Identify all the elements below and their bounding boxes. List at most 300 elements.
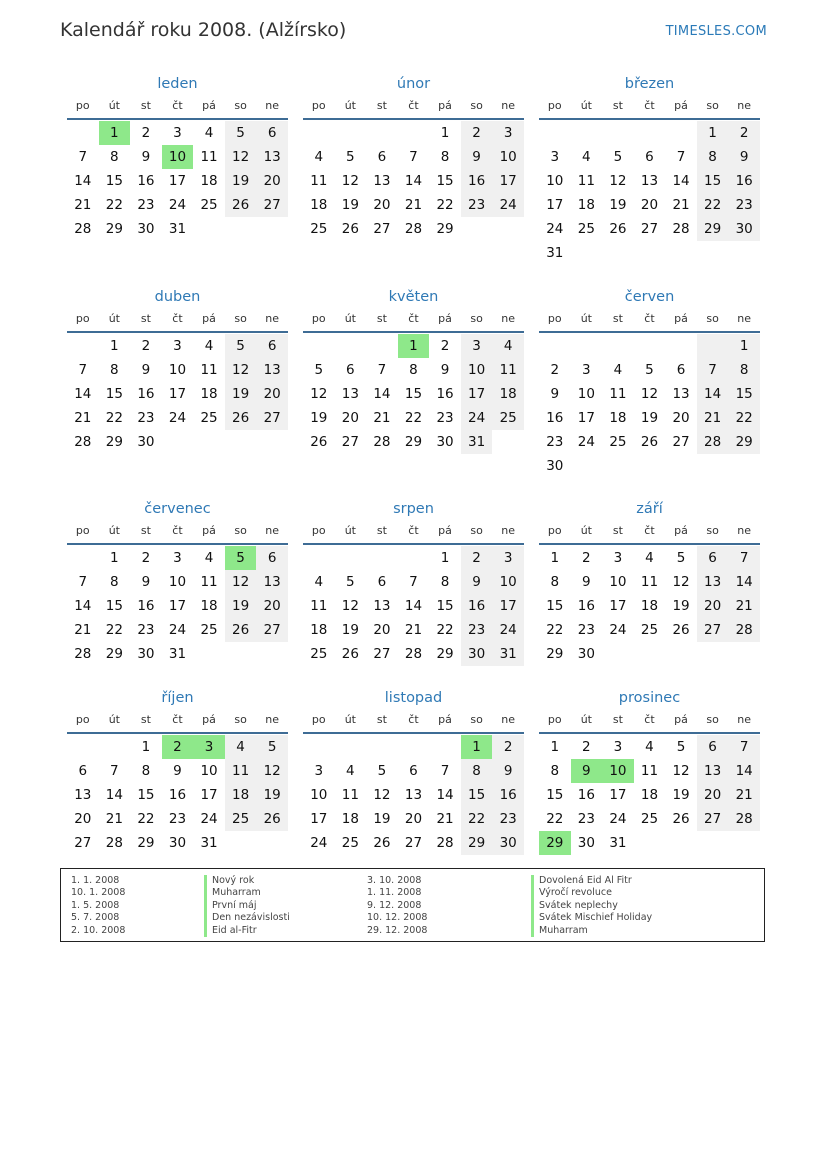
day-cell: 23	[168, 811, 187, 827]
weekday-label: út	[108, 524, 120, 537]
day-cell: 6	[676, 362, 686, 378]
empty-cell	[335, 334, 367, 358]
day-cell: 10	[310, 787, 328, 803]
day-cell: 12	[225, 358, 257, 382]
day-cell: 26	[341, 221, 359, 237]
day-grid	[303, 120, 524, 241]
weekday-label: po	[311, 713, 326, 726]
day-cell: 18	[609, 410, 627, 426]
month-name: září	[636, 501, 663, 517]
day-cell: 9	[728, 145, 760, 169]
weekday-label: st	[612, 99, 623, 112]
legend-name: Nový rok	[212, 875, 255, 886]
day-cell: 10	[168, 574, 187, 590]
day-cell: 30	[461, 642, 493, 666]
empty-cell	[571, 121, 603, 145]
weekday-header	[303, 523, 524, 545]
day-cell: 4	[314, 149, 324, 165]
day-cell: 21	[672, 197, 690, 213]
weekday-label: so	[234, 713, 247, 726]
day-cell: 27	[404, 835, 423, 851]
day-cell: 14	[672, 173, 690, 189]
day-cell: 17	[609, 787, 627, 803]
weekday-header	[67, 523, 288, 545]
weekday-label: po	[311, 524, 326, 537]
weekday-label: út	[344, 524, 356, 537]
day-grid	[539, 734, 760, 855]
day-cell: 15	[105, 386, 123, 402]
empty-cell	[665, 121, 697, 145]
day-cell: 7	[676, 149, 686, 165]
day-cell: 11	[200, 362, 218, 378]
day-cell: 25	[492, 406, 524, 430]
day-cell: 6	[377, 574, 387, 590]
day-cell: 7	[377, 362, 387, 378]
day-cell: 7	[78, 362, 88, 378]
day-cell: 24	[577, 434, 595, 450]
day-cell: 8	[409, 362, 418, 378]
month-name: srpen	[393, 501, 434, 517]
day-cell: 13	[373, 173, 391, 189]
day-cell: 24	[168, 622, 187, 638]
day-cell: 19	[341, 197, 359, 213]
day-cell: 2	[440, 338, 450, 354]
day-cell: 17	[310, 811, 328, 827]
day-cell: 1	[728, 334, 760, 358]
weekday-label: so	[470, 312, 483, 325]
holiday-day-cell: 10	[602, 759, 634, 783]
day-cell: 3	[492, 121, 524, 145]
day-cell: 30	[546, 458, 564, 474]
day-cell: 15	[697, 169, 729, 193]
day-cell: 11	[225, 759, 257, 783]
day-cell: 15	[461, 783, 493, 807]
holiday-day-cell: 10	[162, 145, 194, 169]
month-červenec	[67, 497, 288, 666]
day-cell: 16	[461, 169, 493, 193]
day-cell: 22	[404, 410, 423, 426]
site-link[interactable]: TIMESLES.COM	[665, 24, 767, 39]
day-cell: 24	[168, 410, 187, 426]
day-cell: 5	[225, 334, 257, 358]
day-cell: 30	[436, 434, 454, 450]
day-cell: 15	[546, 787, 564, 803]
day-cell: 26	[341, 646, 359, 662]
day-grid	[303, 333, 524, 454]
day-cell: 26	[256, 807, 288, 831]
weekday-label: út	[344, 713, 356, 726]
empty-cell	[335, 735, 367, 759]
weekday-label: út	[108, 99, 120, 112]
day-cell: 23	[137, 197, 155, 213]
weekday-label: út	[580, 312, 592, 325]
day-cell: 9	[461, 570, 493, 594]
day-cell: 7	[728, 546, 760, 570]
day-cell: 13	[672, 386, 690, 402]
weekday-label: po	[75, 312, 90, 325]
day-cell: 20	[74, 811, 92, 827]
day-cell: 4	[613, 362, 623, 378]
day-cell: 1	[141, 739, 151, 755]
day-cell: 29	[105, 434, 123, 450]
day-cell: 31	[492, 642, 524, 666]
empty-cell	[398, 735, 430, 759]
empty-cell	[67, 121, 99, 145]
weekday-label: st	[140, 713, 151, 726]
day-cell: 25	[200, 622, 218, 638]
day-cell: 6	[346, 362, 355, 378]
day-cell: 17	[492, 594, 524, 618]
weekday-label: ne	[737, 713, 752, 726]
day-cell: 3	[314, 763, 324, 779]
day-cell: 14	[436, 787, 454, 803]
empty-cell	[303, 334, 335, 358]
day-cell: 20	[697, 594, 729, 618]
legend-date: 9. 12. 2008	[367, 899, 422, 911]
day-cell: 4	[645, 739, 654, 755]
day-cell: 8	[550, 763, 560, 779]
month-name: duben	[154, 289, 201, 305]
weekday-label: pá	[674, 524, 688, 537]
day-cell: 4	[204, 550, 214, 566]
legend-right-dates	[367, 875, 427, 937]
day-cell: 19	[672, 598, 690, 614]
weekday-header	[67, 311, 288, 333]
day-grid	[67, 120, 288, 241]
day-cell: 14	[74, 173, 92, 189]
day-cell: 12	[672, 574, 690, 590]
day-cell: 31	[168, 221, 187, 237]
holiday-day-cell: 1	[398, 334, 430, 358]
legend-name: Den nezávislosti	[212, 912, 290, 924]
weekday-label: pá	[202, 312, 216, 325]
day-cell: 8	[550, 574, 560, 590]
day-cell: 21	[728, 783, 760, 807]
day-cell: 30	[137, 646, 155, 662]
weekday-label: st	[376, 713, 387, 726]
day-cell: 14	[404, 173, 423, 189]
day-cell: 5	[377, 763, 387, 779]
day-cell: 27	[640, 221, 659, 237]
day-cell: 6	[256, 121, 288, 145]
weekday-label: čt	[172, 524, 183, 537]
day-cell: 12	[341, 173, 359, 189]
weekday-label: ne	[501, 312, 516, 325]
day-cell: 13	[256, 570, 288, 594]
day-cell: 16	[137, 173, 155, 189]
day-cell: 29	[137, 835, 155, 851]
day-cell: 25	[640, 622, 659, 638]
day-cell: 9	[492, 759, 524, 783]
day-cell: 4	[225, 735, 257, 759]
day-cell: 13	[697, 570, 729, 594]
day-cell: 29	[461, 831, 493, 855]
day-cell: 21	[436, 811, 454, 827]
weekday-label: út	[580, 524, 592, 537]
legend-name: Svátek neplechy	[539, 899, 618, 911]
weekday-label: čt	[172, 312, 183, 325]
day-cell: 30	[168, 835, 187, 851]
day-cell: 6	[409, 763, 418, 779]
day-cell: 14	[105, 787, 123, 803]
legend-name: Svátek Mischief Holiday	[539, 912, 653, 924]
day-cell: 22	[105, 622, 123, 638]
day-cell: 3	[550, 149, 560, 165]
weekday-label: po	[75, 99, 90, 112]
day-cell: 25	[341, 835, 359, 851]
day-cell: 17	[492, 169, 524, 193]
empty-cell	[539, 334, 571, 358]
day-cell: 27	[74, 835, 92, 851]
day-cell: 10	[168, 362, 187, 378]
holiday-day-cell: 2	[162, 735, 194, 759]
day-cell: 20	[697, 783, 729, 807]
legend-name: První máj	[212, 899, 257, 911]
weekday-label: ne	[265, 312, 280, 325]
day-cell: 8	[141, 763, 151, 779]
weekday-label: po	[547, 713, 562, 726]
day-cell: 2	[141, 550, 151, 566]
weekday-label: st	[612, 312, 623, 325]
weekday-label: čt	[408, 312, 419, 325]
legend-date: 1. 5. 2008	[71, 899, 120, 911]
day-cell: 21	[105, 811, 123, 827]
day-cell: 4	[582, 149, 591, 165]
day-cell: 19	[225, 169, 257, 193]
day-cell: 2	[582, 550, 591, 566]
empty-cell	[398, 546, 430, 570]
day-cell: 22	[436, 622, 454, 638]
day-cell: 23	[546, 434, 564, 450]
day-cell: 5	[645, 362, 654, 378]
day-cell: 27	[373, 221, 391, 237]
legend-name: Výročí revoluce	[539, 887, 612, 899]
day-cell: 28	[728, 807, 760, 831]
day-cell: 12	[225, 570, 257, 594]
empty-cell	[303, 121, 335, 145]
legend-date: 5. 7. 2008	[71, 912, 120, 924]
day-cell: 14	[404, 598, 423, 614]
weekday-label: čt	[408, 524, 419, 537]
month-říjen	[67, 686, 288, 855]
day-cell: 7	[440, 763, 450, 779]
weekday-label: ne	[501, 713, 516, 726]
day-cell: 24	[168, 197, 187, 213]
month-srpen	[303, 497, 524, 666]
day-cell: 13	[256, 145, 288, 169]
weekday-label: čt	[644, 524, 655, 537]
day-cell: 10	[461, 358, 493, 382]
day-cell: 24	[492, 618, 524, 642]
day-cell: 28	[404, 646, 423, 662]
day-cell: 25	[609, 434, 627, 450]
weekday-label: so	[470, 713, 483, 726]
month-name: březen	[624, 76, 675, 92]
day-cell: 19	[310, 410, 328, 426]
day-cell: 29	[546, 646, 564, 662]
day-cell: 31	[461, 430, 493, 454]
weekday-label: so	[706, 312, 719, 325]
weekday-header	[303, 98, 524, 120]
weekday-label: po	[311, 99, 326, 112]
day-cell: 6	[645, 149, 654, 165]
weekday-label: po	[547, 524, 562, 537]
page-title: Kalendář roku 2008. (Alžírsko)	[60, 19, 347, 41]
day-cell: 19	[373, 811, 391, 827]
empty-cell	[665, 334, 697, 358]
day-grid	[539, 120, 760, 265]
weekday-header	[67, 712, 288, 734]
day-cell: 11	[577, 173, 595, 189]
day-cell: 11	[200, 149, 218, 165]
empty-cell	[335, 121, 367, 145]
day-cell: 18	[200, 173, 218, 189]
day-cell: 24	[546, 221, 564, 237]
day-cell: 18	[341, 811, 359, 827]
weekday-label: st	[140, 99, 151, 112]
day-cell: 11	[640, 574, 659, 590]
empty-cell	[303, 735, 335, 759]
day-cell: 16	[577, 787, 595, 803]
month-květen	[303, 285, 524, 454]
legend-date: 3. 10. 2008	[367, 875, 422, 886]
day-cell: 9	[550, 386, 560, 402]
day-cell: 19	[225, 594, 257, 618]
day-cell: 31	[546, 245, 564, 261]
month-leden	[67, 72, 288, 241]
day-cell: 9	[582, 574, 591, 590]
day-cell: 16	[137, 386, 155, 402]
month-listopad	[303, 686, 524, 855]
day-cell: 29	[697, 217, 729, 241]
day-cell: 17	[168, 598, 187, 614]
weekday-label: st	[376, 312, 387, 325]
day-cell: 19	[256, 783, 288, 807]
day-cell: 21	[74, 622, 92, 638]
day-cell: 14	[373, 386, 391, 402]
day-cell: 26	[609, 221, 627, 237]
day-cell: 7	[409, 149, 418, 165]
day-cell: 31	[609, 835, 627, 851]
day-cell: 19	[225, 382, 257, 406]
weekday-label: so	[706, 99, 719, 112]
day-cell: 25	[577, 221, 595, 237]
legend-date: 1. 1. 2008	[71, 875, 120, 886]
weekday-label: čt	[172, 99, 183, 112]
day-cell: 20	[373, 197, 391, 213]
weekday-label: po	[547, 312, 562, 325]
day-cell: 16	[168, 787, 187, 803]
day-cell: 31	[168, 646, 187, 662]
day-cell: 5	[613, 149, 623, 165]
weekday-label: pá	[438, 99, 452, 112]
day-grid	[67, 734, 288, 855]
day-cell: 8	[697, 145, 729, 169]
day-grid	[539, 333, 760, 478]
empty-cell	[571, 334, 603, 358]
day-cell: 11	[310, 173, 328, 189]
day-cell: 5	[346, 149, 355, 165]
day-cell: 17	[609, 598, 627, 614]
day-cell: 24	[461, 406, 493, 430]
day-cell: 6	[78, 763, 88, 779]
day-cell: 21	[404, 622, 423, 638]
day-cell: 11	[341, 787, 359, 803]
empty-cell	[335, 546, 367, 570]
month-únor	[303, 72, 524, 241]
day-cell: 10	[200, 763, 218, 779]
day-cell: 1	[110, 550, 119, 566]
day-cell: 26	[225, 406, 257, 430]
day-cell: 13	[341, 386, 359, 402]
weekday-label: ne	[265, 99, 280, 112]
day-cell: 18	[310, 622, 328, 638]
day-cell: 17	[546, 197, 564, 213]
empty-cell	[602, 334, 634, 358]
day-cell: 13	[404, 787, 423, 803]
day-cell: 22	[105, 410, 123, 426]
day-cell: 16	[492, 783, 524, 807]
weekday-label: út	[580, 713, 592, 726]
day-cell: 4	[492, 334, 524, 358]
month-name: prosinec	[618, 690, 681, 706]
day-cell: 18	[225, 783, 257, 807]
day-cell: 10	[492, 145, 524, 169]
day-cell: 15	[105, 173, 123, 189]
weekday-label: st	[376, 524, 387, 537]
day-cell: 14	[74, 386, 92, 402]
month-září	[539, 497, 760, 666]
day-cell: 2	[550, 362, 560, 378]
weekday-header	[303, 311, 524, 333]
weekday-label: po	[311, 312, 326, 325]
holiday-day-cell: 1	[99, 121, 131, 145]
day-cell: 21	[373, 410, 391, 426]
day-cell: 3	[461, 334, 493, 358]
day-cell: 12	[672, 763, 690, 779]
weekday-label: čt	[408, 99, 419, 112]
day-cell: 3	[582, 362, 591, 378]
day-cell: 5	[314, 362, 324, 378]
day-cell: 21	[74, 197, 92, 213]
day-cell: 5	[225, 121, 257, 145]
day-cell: 26	[672, 811, 690, 827]
day-cell: 27	[697, 807, 729, 831]
day-cell: 12	[640, 386, 659, 402]
day-cell: 28	[74, 646, 92, 662]
day-cell: 20	[640, 197, 659, 213]
day-cell: 5	[256, 735, 288, 759]
day-cell: 23	[436, 410, 454, 426]
empty-cell	[366, 121, 398, 145]
holiday-day-cell: 29	[539, 831, 571, 855]
weekday-label: so	[234, 99, 247, 112]
weekday-label: čt	[408, 713, 419, 726]
holiday-day-cell: 9	[571, 759, 603, 783]
day-cell: 28	[697, 430, 729, 454]
day-cell: 9	[141, 149, 151, 165]
day-cell: 11	[640, 763, 659, 779]
weekday-header	[539, 712, 760, 734]
empty-cell	[634, 121, 666, 145]
weekday-label: pá	[438, 524, 452, 537]
day-cell: 21	[728, 594, 760, 618]
empty-cell	[67, 334, 99, 358]
day-cell: 16	[577, 598, 595, 614]
day-cell: 17	[168, 173, 187, 189]
weekday-label: pá	[674, 99, 688, 112]
day-cell: 10	[492, 570, 524, 594]
